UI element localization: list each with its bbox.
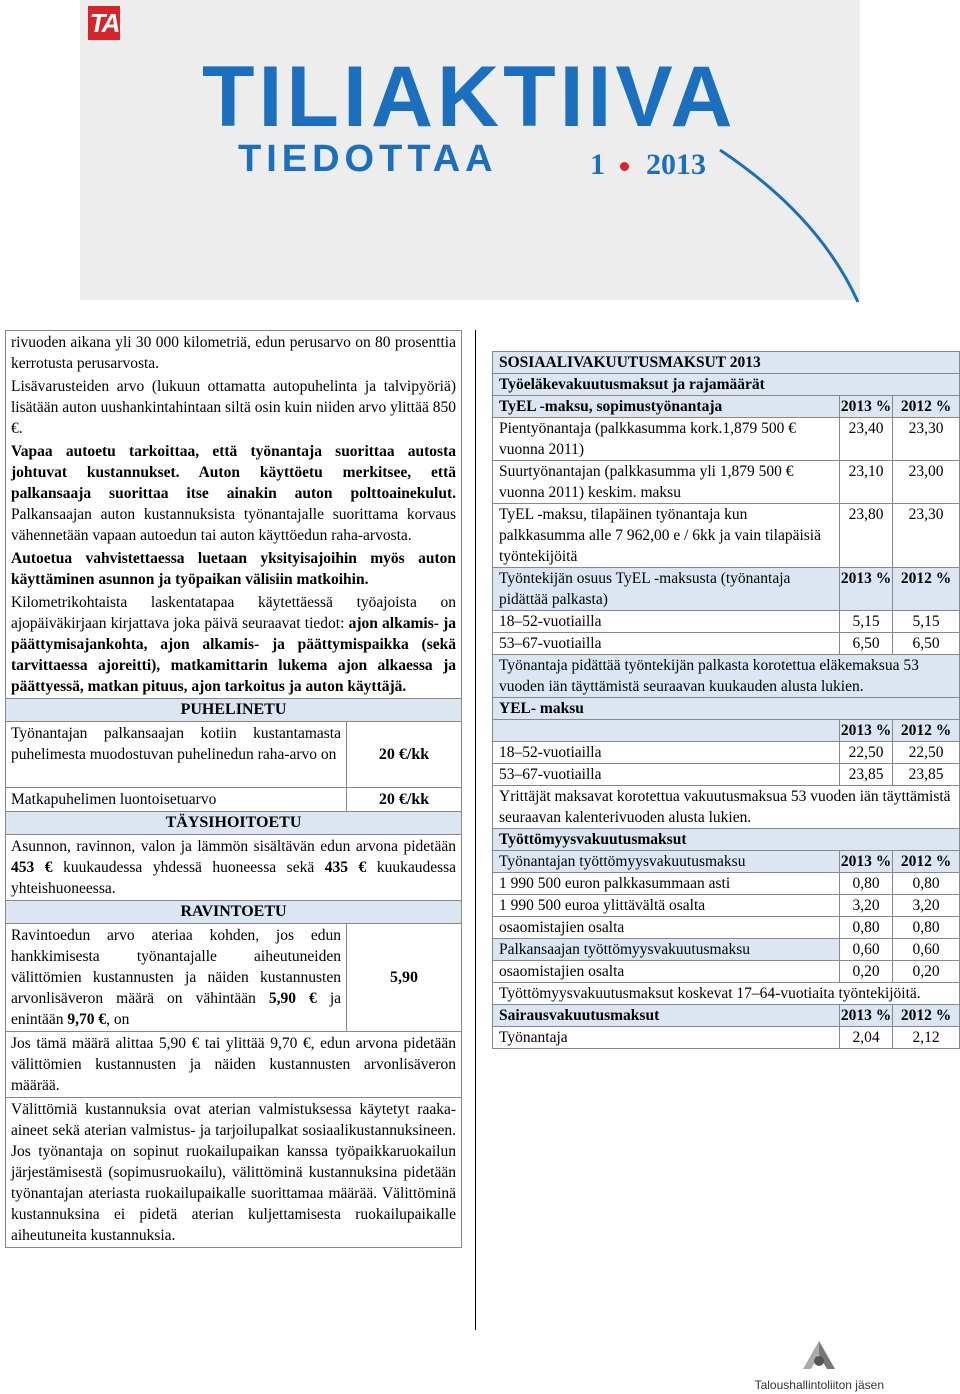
newsletter-subtitle: TIEDOTTAA xyxy=(238,138,498,180)
unemployment-section-title: Työttömyysvakuutusmaksut xyxy=(493,828,959,850)
yel-header-row xyxy=(493,719,959,741)
table-row xyxy=(493,460,959,503)
tilitoimisto-logo: TA xyxy=(89,8,119,38)
yel-section-title: YEL- maksu xyxy=(493,697,959,719)
ravintoetu-max: 9,70 € xyxy=(67,1011,107,1028)
table-row xyxy=(493,741,959,763)
sickness-header-row xyxy=(493,1004,959,1026)
tyel-section-title: Työeläkevakuutusmaksut ja rajamäärät xyxy=(493,373,959,395)
table-row xyxy=(493,763,959,785)
row-value-2012: 3,20 xyxy=(912,897,940,914)
ravintoetu-note-1: Jos tämä määrä alittaa 5,90 € tai ylittää 9,70 €, edun arvona pidetään välittömien kustannusten ja näiden kustannusten arvonlisäveron määrää. xyxy=(6,1031,461,1097)
row-value-2012: 0,20 xyxy=(912,963,940,980)
taysihoitoetu-text-b: kuukaudessa yhdessä huoneessa sekä xyxy=(52,859,325,876)
masthead xyxy=(80,0,860,305)
row-value-2012: 23,30 xyxy=(908,506,944,523)
row-value-2013: 22,50 xyxy=(840,742,893,763)
sickness-header-2012: 2012 % xyxy=(900,1007,952,1024)
row-value-2013: 23,10 xyxy=(840,461,893,503)
table-row xyxy=(493,938,959,960)
autoetu-compensation: Palkansaajan auton kustannuksista työnantajalle suorittama korvaus vähennetään vapaan autoedun tai auton käyttöedun raha-arvosta. xyxy=(11,506,456,544)
row-value-2012: 23,85 xyxy=(908,766,944,783)
unemployment-header-row xyxy=(493,850,959,872)
row-label: 18–52-vuotiailla xyxy=(493,742,840,763)
employee-header-2013: 2013 % xyxy=(840,568,893,610)
ravintoetu-condition: Ravintoedun arvo ateriaa kohden, jos edun hankkimisesta työnantajalle aiheutuneiden välittömien kustannusten ja näiden kustannusten arvonlisäveron määrä on vähintään xyxy=(11,927,341,1007)
ravintoetu-note-2: Välittömiä kustannuksia ovat aterian valmistuksessa käytetyt raaka-aineet sekä aterian valmistus- ja tarjoilupalkat sosiaalikustannuksineen. Jos työnantaja on sopinut ruokailupaikan kanssa työpaikkaruokailun järjestämisestä (sopimusruokailu), välittöminä kustannuksina pidetään työnantajan ateriasta ruokailupaikalle suorittamaa määrää. Välittöminä kustannuksina ei pidetä aterian kuljettamisesta ruokailupaikalle aiheutuneita kustannuksia. xyxy=(6,1097,461,1247)
issue-year: 2013 xyxy=(646,148,706,181)
employee-header-2012: 2012 % xyxy=(900,570,952,587)
ravintoetu-heading: RAVINTOETU xyxy=(6,900,461,924)
tyel-header-2012: 2012 % xyxy=(900,398,952,415)
row-value-2012: 0,80 xyxy=(912,919,940,936)
row-value-2013: 0,60 xyxy=(840,939,893,960)
sickness-header-2013: 2013 % xyxy=(840,1007,892,1024)
puhelinetu-label: Työnantajan palkansaajan kotiin kustantamasta puhelimesta muodostuvan puhelinedun raha-arvo on xyxy=(6,722,347,787)
row-value-2013: 3,20 xyxy=(840,895,893,916)
left-column xyxy=(5,330,462,1248)
table-row xyxy=(493,503,959,567)
yel-header-label xyxy=(493,720,840,741)
table-row xyxy=(493,872,959,894)
row-value-2013: 23,85 xyxy=(840,764,893,785)
autoetu-paragraph-5 xyxy=(6,591,461,698)
row-value-2013: 6,50 xyxy=(840,633,893,654)
row-label: 53–67-vuotiailla xyxy=(493,764,840,785)
row-value-2013: 0,20 xyxy=(840,961,893,982)
autoetu-definition: Vapaa autoetu tarkoittaa, että työnantaja suorittaa autosta johtuvat kustannukset. Auton käyttöetu merkitsee, että palkansaaja suorittaa itse ainakin auton polttoainekulut. xyxy=(11,443,456,502)
row-label: osaomistajien osalta xyxy=(493,961,840,982)
yel-note: Yrittäjät maksavat korotettua vakuutusmaksua 53 vuoden iän täyttämistä seuraavan kalenterivuoden alusta lukien. xyxy=(493,785,959,828)
row-value-2012: 0,60 xyxy=(893,939,959,960)
sickness-header-label: Sairausvakuutusmaksut xyxy=(493,1005,840,1026)
table-row xyxy=(493,1026,959,1048)
newsletter-title: TILIAKTIIVA xyxy=(202,49,737,145)
ravintoetu-min: 5,90 € xyxy=(268,990,317,1007)
taysihoitoetu-text-a: Asunnon, ravinnon, valon ja lämmön sisältävän edun arvona pidetään xyxy=(11,838,456,855)
tyel-header-2013: 2013 % xyxy=(840,398,892,415)
taysihoitoetu-amount-single: 453 € xyxy=(11,859,53,876)
row-label: TyEL -maksu, tilapäinen työnantaja kun palkkasumma alle 7 962,00 e / 6kk ja vain tilapäisiä työntekijöitä xyxy=(493,504,840,567)
row-value-2013: 5,15 xyxy=(840,611,893,632)
member-text: Taloushallintoliiton jäsen xyxy=(754,1378,884,1392)
employee-header-row xyxy=(493,567,959,610)
matkapuhelin-row xyxy=(6,787,461,811)
unemployment-header-2013: 2013 % xyxy=(840,853,892,870)
autoetu-paragraph-1: rivuoden aikana yli 30 000 kilometriä, edun perusarvo on 80 prosenttia kerrotusta perusarvosta. xyxy=(11,334,456,372)
taloushallintoliitto-logo-icon xyxy=(799,1339,839,1373)
row-value-2012: 23,30 xyxy=(908,420,944,437)
table-row xyxy=(493,417,959,460)
ravintoetu-row xyxy=(6,924,461,1031)
ajopaivakirja-details: ajon alkamis- ja päättymisajankohta, ajon alkamis- ja päättymispaikka (sekä tarvittaessa ajoreitti), matkamittarin lukema ajon alkaessa ja päättyessä, matkan pituus, ajon tarkoitus ja auton käyttäjä. xyxy=(11,615,456,695)
footer-badge xyxy=(755,1339,884,1392)
puhelinetu-heading: PUHELINETU xyxy=(6,698,461,722)
row-value-2013: 23,80 xyxy=(840,504,893,567)
row-value-2012: 0,80 xyxy=(912,875,940,892)
row-value-2013: 23,40 xyxy=(840,418,893,460)
row-value-2013: 0,80 xyxy=(840,917,893,938)
taysihoitoetu-heading: TÄYSIHOITOETU xyxy=(6,811,461,835)
autoetu-paragraph-3 xyxy=(6,440,461,547)
row-value-2013: 2,04 xyxy=(840,1027,893,1048)
taysihoitoetu-text xyxy=(6,835,461,900)
row-value-2012: 2,12 xyxy=(912,1029,940,1046)
yel-header-2012: 2012 % xyxy=(900,722,952,739)
column-divider xyxy=(475,330,476,1330)
yel-header-2013: 2013 % xyxy=(840,722,892,739)
row-label: osaomistajien osalta xyxy=(493,917,840,938)
ravintoetu-end: , on xyxy=(106,1011,130,1028)
tyel-header-row xyxy=(493,395,959,417)
employee-header-label: Työntekijän osuus TyEL -maksusta (työnantaja pidättää palkasta) xyxy=(493,568,840,610)
puhelinetu-row xyxy=(6,722,461,787)
autoetu-paragraph-4: Autoetua vahvistettaessa luetaan yksityisajoihin myös auton käyttäminen asunnon ja työpaikan välisiin matkoihin. xyxy=(11,550,456,588)
table-title: SOSIAALIVAKUUTUSMAKSUT 2013 xyxy=(493,352,959,373)
table-row xyxy=(493,632,959,654)
ravintoetu-mid: ja enintään xyxy=(11,990,342,1028)
row-label: Työnantaja xyxy=(493,1027,840,1048)
row-value-2012: 23,00 xyxy=(908,463,944,480)
table-row xyxy=(493,916,959,938)
row-label: Pientyönantaja (palkkasumma kork.1,879 500 € vuonna 2011) xyxy=(493,418,840,460)
row-label: Palkansaajan työttömyysvakuutusmaksu xyxy=(493,939,840,960)
matkapuhelin-label: Matkapuhelimen luontoisetuarvo xyxy=(6,788,347,811)
matkapuhelin-value: 20 €/kk xyxy=(378,790,430,808)
row-value-2012: 22,50 xyxy=(908,744,944,761)
puhelinetu-value: 20 €/kk xyxy=(378,745,430,763)
ajopaivakirja-intro: Kilometrikohtaista laskentatapaa käytettäessä työajoista on ajopäiväkirjaan kirjattava joka päivä seuraavat tiedot: xyxy=(11,594,456,632)
issue-number: 1 xyxy=(590,148,605,181)
table-row xyxy=(493,960,959,982)
ravintoetu-label xyxy=(6,924,347,1031)
ravintoetu-value: 5,90 xyxy=(390,968,418,986)
unemployment-header-2012: 2012 % xyxy=(900,853,952,870)
employee-note: Työnantaja pidättää työntekijän palkasta korotettua eläkemaksua 53 vuoden iän täyttämistä seuraavan kuukauden alusta lukien. xyxy=(493,654,959,697)
table-row xyxy=(493,610,959,632)
row-label: Suurtyönantajan (palkkasumma yli 1,879 500 € vuonna 2011) keskim. maksu xyxy=(493,461,840,503)
row-value-2012: 6,50 xyxy=(912,635,940,652)
unemployment-header-label: Työnantajan työttömyysvakuutusmaksu xyxy=(493,851,840,872)
autoetu-paragraph-2: Lisävarusteiden arvo (lukuun ottamatta autopuhelinta ja talvipyöriä) lisätään auton uushankintahintaan siltä osin kuin niiden arvo ylittää 850 €. xyxy=(11,378,456,437)
sosiaalivakuutusmaksut-table xyxy=(492,351,960,1049)
tyel-header-label: TyEL -maksu, sopimustyönantaja xyxy=(493,396,840,417)
unemployment-note: Työttömyysvakuutusmaksut koskevat 17–64-vuotiaita työntekijöitä. xyxy=(493,982,959,1004)
taysihoitoetu-text-c: kuukaudessa yhteishuoneessa. xyxy=(11,859,457,897)
table-row xyxy=(493,894,959,916)
row-label: 53–67-vuotiailla xyxy=(493,633,840,654)
row-label: 1 990 500 euron palkkasummaan asti xyxy=(493,873,840,894)
row-value-2012: 5,15 xyxy=(912,613,940,630)
issue-dot-icon xyxy=(620,162,629,171)
row-label: 18–52-vuotiailla xyxy=(493,611,840,632)
taysihoitoetu-amount-shared: 435 € xyxy=(324,859,367,876)
row-value-2013: 0,80 xyxy=(840,873,893,894)
row-label: 1 990 500 euroa ylittävältä osalta xyxy=(493,895,840,916)
